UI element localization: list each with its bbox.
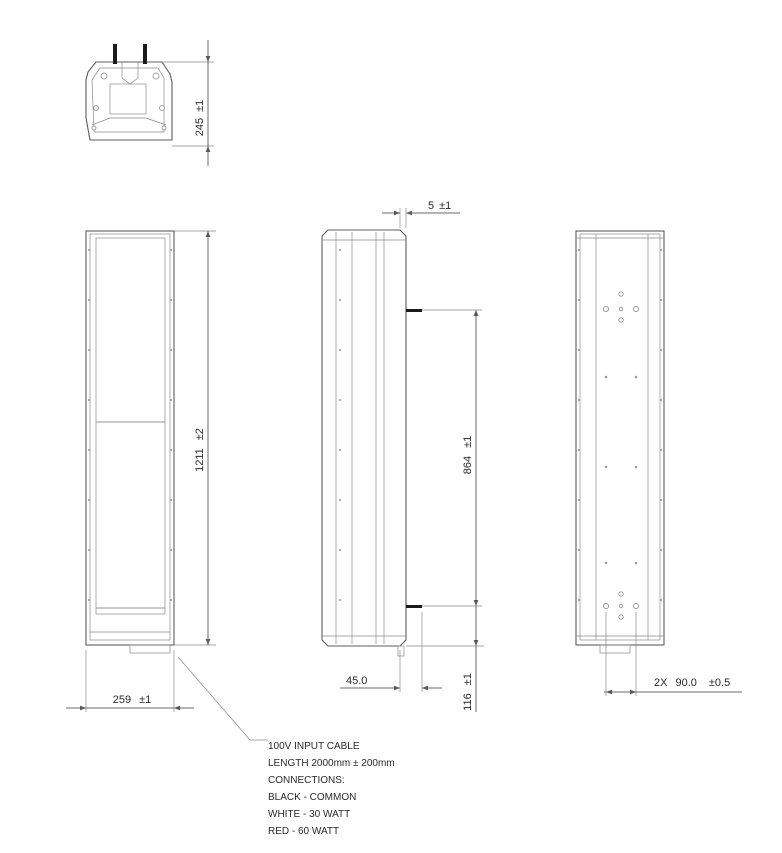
- dim-hole-spacing: 2X 90.0 ±0.5: [654, 677, 731, 689]
- rear-view: [576, 231, 742, 696]
- dim-width: 259 ±1: [112, 694, 152, 706]
- cable-note-line-2: LENGTH 2000mm ± 200mm: [268, 758, 395, 769]
- dim-mount-spacing: 864±1: [462, 435, 474, 475]
- cable-note-line-1: 100V INPUT CABLE: [268, 741, 360, 752]
- cable-note-line-5: WHITE - 30 WATT: [268, 809, 351, 820]
- front-view: [66, 231, 268, 740]
- cable-note: [268, 741, 395, 837]
- dim-total-height: 1211±2: [194, 428, 206, 472]
- dim-offset: 5 ±1: [428, 200, 452, 212]
- dim-top-height: 245±1: [194, 99, 206, 137]
- dim-depth: 116±1: [462, 673, 474, 711]
- cable-note-line-6: RED - 60 WATT: [268, 826, 340, 837]
- dim-depth-offset: 45.0: [346, 675, 368, 687]
- side-view: [322, 208, 484, 712]
- cable-note-line-3: CONNECTIONS:: [268, 775, 345, 786]
- cable-note-line-4: BLACK - COMMON: [268, 792, 357, 803]
